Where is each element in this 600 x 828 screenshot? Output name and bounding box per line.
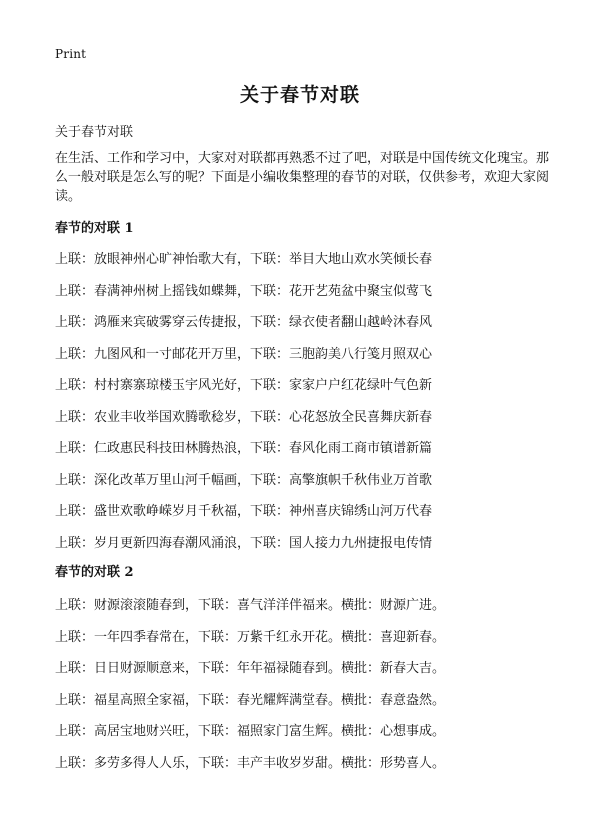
couplet-line: 上联：仁政惠民科技田林腾热浪，下联：春风化雨工商市镇谱新篇	[55, 441, 433, 456]
couplet-line: 上联：多劳多得人人乐，下联：丰产丰收岁岁甜。横批：形势喜人。	[55, 755, 446, 771]
section-heading-1: 春节的对联 1	[55, 221, 134, 236]
couplet-line: 上联：高居宝地财兴旺，下联：福照家门富生辉。横批：心想事成。	[55, 724, 446, 739]
couplet-list-1	[55, 248, 575, 563]
couplet-line: 上联：村村寨寨琼楼玉宇风光好，下联：家家户户红花绿叶气色新	[55, 378, 433, 393]
couplet-line: 上联：放眼神州心旷神怡歌大有，下联：举目大地山欢水笑倾长春	[55, 252, 433, 267]
couplet-line: 上联：财源滚滚随春到，下联：喜气洋洋伴福来。横批：财源广进。	[55, 598, 446, 613]
couplet-line: 上联：日日财源顺意来，下联：年年福禄随春到。横批：新春大吉。	[55, 661, 446, 676]
couplet-line: 上联：盛世欢歌峥嵘岁月千秋福，下联：神州喜庆锦绣山河万代春	[55, 504, 433, 519]
couplet-list-2	[55, 594, 575, 783]
page-title: 关于春节对联	[239, 84, 360, 106]
couplet-line: 上联：农业丰收举国欢腾歌稔岁，下联：心花怒放全民喜舞庆新春	[55, 409, 433, 425]
couplet-line: 上联：春满神州树上摇钱如蝶舞，下联：花开艺苑盆中聚宝似莺飞	[55, 283, 433, 299]
subtitle: 关于春节对联	[55, 125, 134, 140]
couplet-line: 上联：福星高照全家福，下联：春光耀辉满堂春。横批：春意盎然。	[55, 692, 446, 708]
print-label: Print	[55, 47, 87, 61]
couplet-line: 上联：鸿雁来宾破雾穿云传捷报，下联：绿衣使者翻山越岭沐春风	[55, 315, 433, 330]
couplet-line: 上联：深化改革万里山河千幅画，下联：高擎旗帜千秋伟业万首歌	[55, 472, 433, 488]
couplet-line: 上联：一年四季春常在，下联：万紫千红永开花。横批：喜迎新春。	[55, 629, 446, 645]
intro-paragraph: 在生活、工作和学习中，大家对对联都再熟悉不过了吧，对联是中国传统文化瑰宝。那么一般对联是怎么写的呢？下面是小编收集整理的春节的对联，仅供参考，欢迎大家阅读。	[55, 151, 550, 204]
couplet-line: 上联：九图风和一寸邮花开万里，下联：三胞韵美八行笺月照双心	[55, 346, 433, 362]
section-heading-2: 春节的对联 2	[55, 565, 134, 580]
couplet-line: 上联：岁月更新四海春潮风涌浪，下联：国人接力九州捷报电传情	[55, 535, 433, 551]
